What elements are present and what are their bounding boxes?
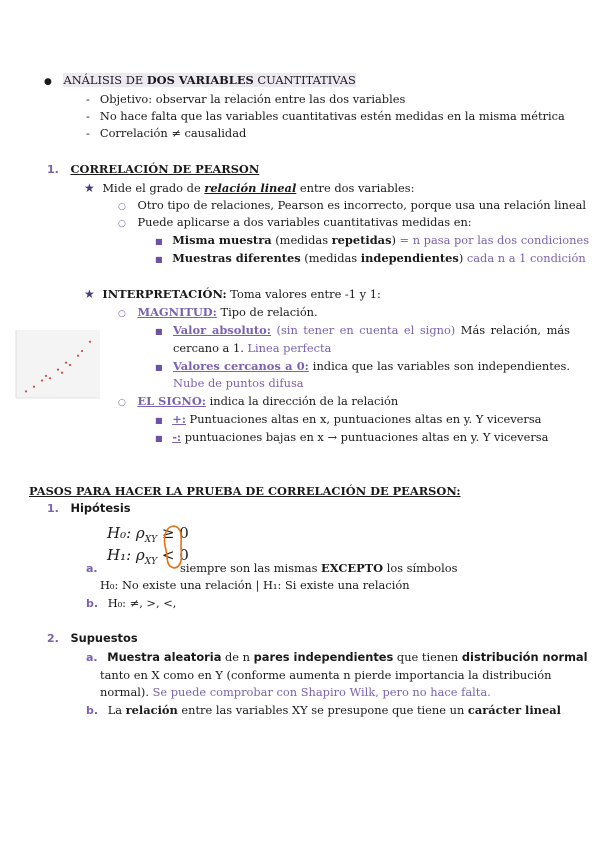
abs-value-text: Valor absoluto: (sin tener en cuenta el signo) Más relación, más	[173, 323, 571, 337]
scatter-point	[65, 362, 67, 364]
assump-item-a-line2: tanto en X como en Y (conforme aumenta n pierde importancia la distribución	[100, 668, 552, 682]
hyp-item-a: a.	[86, 562, 98, 575]
zero-text: Valores cercanos a 0: indica que las variables son independientes.	[173, 359, 570, 373]
scatter-point	[25, 390, 27, 392]
square-bullet-icon: ■	[155, 237, 163, 246]
assumptions-heading: 2. Supuestos	[47, 631, 138, 645]
magnitude-line: ○ MAGNITUD: Tipo de relación.	[118, 305, 318, 319]
same-sample-line: ■ Misma muestra (medidas repetidas) = n pasa por las dos condiciones	[155, 233, 590, 247]
plus-line: ■ +: Puntuaciones altas en x, puntuaciones altas en y. Y viceversa	[155, 412, 542, 426]
measure-sub-1: ○ Otro tipo de relaciones, Pearson es incorrecto, porque usa una relación lineal	[118, 198, 587, 212]
scatter-point	[61, 372, 63, 374]
circle-bullet-icon: ○	[118, 202, 126, 212]
minus-line: ■ -: puntuaciones bajas en x → puntuaciones altas en y. Y viceversa	[155, 430, 549, 444]
scatter-point	[69, 364, 71, 366]
diff-sample-line: ■ Muestras diferentes (medidas independientes) cada n a 1 condición	[155, 251, 586, 265]
h1-equation: H₁: $\rho_{XY} < 0$	[107, 546, 189, 567]
abs-value-line	[155, 322, 163, 340]
intro-item-1: - Objetivo: observar la relación entre las dos variables	[86, 92, 406, 106]
plot-area	[16, 330, 100, 398]
hyp-item-a-text: siempre son las mismas EXCEPTO los símbolos	[180, 561, 458, 575]
scatter-point	[33, 386, 35, 388]
pearson-heading: 1. CORRELACIÓN DE PEARSON	[47, 162, 260, 176]
measure-line: ★ Mide el grado de relación lineal entre dos variables:	[84, 181, 415, 195]
scatter-point	[41, 379, 43, 381]
zero-note: Nube de puntos difusa	[173, 376, 304, 390]
intro-heading: ● ANÁLISIS DE DOS VARIABLES CUANTITATIVAS	[44, 73, 356, 87]
scatter-point	[77, 355, 79, 357]
abs-value-line2: cercano a 1. Linea perfecta	[173, 341, 332, 355]
scatter-point	[81, 350, 83, 352]
scatter-point	[49, 377, 51, 379]
assump-item-a-line3: normal). Se puede comprobar con Shapiro Wilk, pero no hace falta.	[100, 685, 491, 699]
square-bullet-icon: ■	[155, 416, 163, 425]
assump-item-a: a. Muestra aleatoria de n pares independientes que tienen distribución normal	[86, 650, 588, 664]
circle-bullet-icon: ○	[118, 309, 126, 319]
hyp-item-a-line2: H₀: No existe una relación | H₁: Si existe una relación	[100, 578, 410, 592]
circle-bullet-icon: ○	[118, 219, 126, 229]
intro-item-2: - No hace falta que las variables cuantitativas estén medidas en la misma métrica	[86, 109, 565, 123]
bullet-dot: ●	[44, 77, 52, 87]
h0-equation: H₀: $\rho_{XY} \ge 0$	[107, 524, 189, 545]
square-bullet-icon: ■	[155, 363, 163, 372]
measure-sub-2: ○ Puede aplicarse a dos variables cuantitativas medidas en:	[118, 215, 472, 229]
interp-line: ★ INTERPRETACIÓN: Toma valores entre -1 y 1:	[84, 287, 381, 301]
sign-line: ○ EL SIGNO: indica la dirección de la relación	[118, 394, 399, 408]
scatter-point	[89, 341, 91, 343]
assump-item-b: b. La relación entre las variables XY se presupone que tiene un carácter lineal	[86, 703, 561, 717]
square-bullet-icon: ■	[155, 327, 163, 336]
star-bullet-icon: ★	[84, 181, 95, 195]
steps-title: PASOS PARA HACER LA PRUEBA DE CORRELACIÓN DE PEARSON:	[29, 484, 461, 498]
zero-line	[155, 358, 163, 376]
scatter-point	[57, 369, 59, 371]
scatter-plot-figure	[6, 328, 102, 406]
hyp-item-b: b. H₀: ≠, >, <,	[86, 596, 177, 610]
square-bullet-icon: ■	[155, 434, 163, 443]
square-bullet-icon: ■	[155, 255, 163, 264]
intro-item-3: - Correlación ≠ causalidad	[86, 126, 247, 140]
circle-bullet-icon: ○	[118, 398, 126, 408]
hypothesis-heading: 1. Hipótesis	[47, 501, 131, 515]
scatter-point	[45, 375, 47, 377]
star-bullet-icon: ★	[84, 287, 95, 301]
